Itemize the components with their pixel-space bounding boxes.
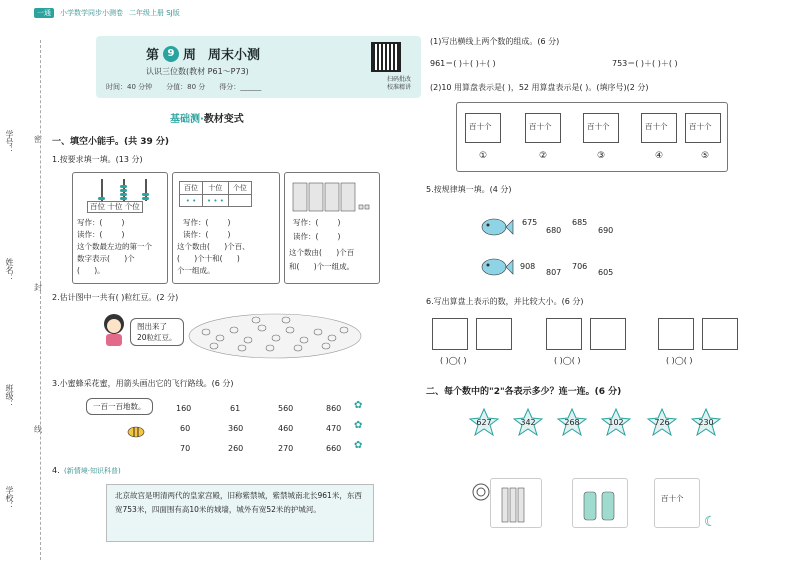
compare-abacus-3a: [658, 318, 694, 350]
q2-speech-bubble: [130, 318, 184, 346]
school-field[interactable]: 学校：: [5, 486, 14, 510]
pattern-2-value-4: 605: [598, 268, 614, 277]
q3-number-1-0: 60: [180, 424, 191, 433]
q3-number-1-1: 360: [228, 424, 244, 433]
qr-code-icon[interactable]: [371, 42, 401, 72]
abacus-head: 百十个: [661, 494, 684, 503]
star-number-3: [556, 408, 588, 436]
compare-abacus-1b: [476, 318, 512, 350]
star-number-5: [646, 408, 678, 436]
q1c-line-1[interactable]: 写作：( ): [293, 218, 341, 227]
q1c-line-4[interactable]: 和( )个一组成。: [289, 262, 355, 271]
binding-sidebar: [0, 0, 22, 565]
grade-label: 二年级上册 SJ版: [129, 9, 180, 17]
option-label-1: ①: [479, 151, 488, 161]
moon-icon: ☾: [704, 514, 717, 530]
time-label: 时间：40 分钟: [106, 83, 153, 91]
quiz-header: [96, 36, 421, 98]
q3-number-0-2: 560: [278, 404, 294, 413]
banner-part-a: 基础测·: [170, 114, 204, 125]
q3-number-2-1: 260: [228, 444, 244, 453]
section-banner: [170, 110, 244, 125]
q3-number-0-3: 860: [326, 404, 342, 413]
abacus-bead: [120, 185, 127, 188]
name-field[interactable]: 姓名：: [5, 258, 14, 282]
option-label-5: ⑤: [701, 151, 710, 161]
qr-note-line-1: 扫码批改: [386, 76, 411, 83]
abacus-bead: [120, 193, 127, 196]
decompose-753[interactable]: 753＝( )＋( )＋( ): [612, 59, 678, 68]
compare-abacus-3b: [702, 318, 738, 350]
q1-box-place-table: [172, 172, 280, 284]
flower-icon: ✿: [354, 440, 363, 451]
abacus-head: 百十个: [587, 122, 610, 131]
qr-note-line-2: 校准精讲: [386, 83, 411, 91]
fish-icon: [480, 256, 514, 278]
student-id-field[interactable]: 学号：: [5, 130, 14, 154]
score-label: 分值：80 分: [166, 83, 206, 91]
star-value-3: 268: [564, 417, 580, 427]
q1a-line-1[interactable]: 写作：( ): [77, 218, 125, 227]
question-4: 4.: [52, 466, 60, 475]
series-logo: 一通: [34, 8, 54, 18]
stick-bundles-icon: [576, 482, 626, 526]
qr-note: [387, 76, 411, 92]
option-label-2: ②: [539, 151, 548, 161]
abacus-bead: [120, 189, 127, 192]
sub-question-2: (2)10 用算盘表示是( )，52 用算盘表示是( )。(填序号)(2 分): [430, 83, 649, 92]
abacus-bead: [120, 197, 127, 200]
compare-abacus-2b: [590, 318, 626, 350]
compare-answer-1[interactable]: ( )◯( ): [440, 356, 467, 365]
pattern-2-value-1: 908: [520, 262, 536, 271]
seal-mark-2: 封: [34, 283, 42, 292]
q1a-line-3: 这个数最左边的第一个: [77, 242, 152, 251]
bee-icon: [126, 424, 146, 438]
option-label-3: ③: [597, 151, 606, 161]
class-field[interactable]: 班级：: [5, 384, 14, 408]
star-value-2: 342: [520, 417, 536, 427]
binding-line: [40, 40, 41, 560]
cell-dots: • •: [180, 195, 203, 207]
star-value-1: 627: [476, 417, 492, 427]
option-label-4: ④: [655, 151, 664, 161]
pattern-1-value-4: 690: [598, 226, 614, 235]
q1b-line-5: 个一组成。: [177, 266, 215, 275]
compare-abacus-1a: [432, 318, 468, 350]
cell-dots: • • •: [203, 195, 229, 207]
banner-part-b: 教材变式: [203, 114, 244, 125]
pattern-1-value-3: 685: [572, 218, 588, 227]
q3-number-2-0: 70: [180, 444, 191, 453]
q1c-line-2[interactable]: 读作：( ): [293, 232, 341, 241]
fish-icon: [480, 216, 514, 238]
q1b-line-3[interactable]: 这个数由( )个百、: [177, 242, 250, 251]
q3-speech-bubble: 一百一百地数。: [86, 398, 153, 415]
star-number-2: [512, 408, 544, 436]
star-number-1: [468, 408, 500, 436]
pattern-1-value-1: 675: [522, 218, 538, 227]
abacus-bead: [98, 197, 105, 200]
decompose-961[interactable]: 961＝( )＋( )＋( ): [430, 59, 496, 68]
q1b-line-1[interactable]: 写作：( ): [183, 218, 231, 227]
red-beans-pile-icon: [186, 312, 364, 360]
abacus-head: 百十个: [645, 122, 668, 131]
quiz-info: [106, 82, 261, 92]
title-main: 周末小测: [208, 48, 261, 63]
context-tag: (新情境·知识科普): [64, 467, 121, 475]
star-number-4: [600, 408, 632, 436]
header-hundreds: 百位: [180, 182, 203, 195]
star-value-5: 726: [654, 417, 670, 427]
quiz-subtitle: 认识三位数(教材 P61～P73): [146, 67, 249, 76]
header-tens: 十位: [203, 182, 229, 195]
q1-box-abacus: [72, 172, 168, 284]
compare-abacus-2a: [546, 318, 582, 350]
week-number-badge: 9: [163, 46, 179, 62]
sub-question-1: (1)写出横线上两个数的组成。(6 分): [430, 37, 560, 46]
q3-number-1-3: 470: [326, 424, 342, 433]
girl-icon: [96, 310, 132, 348]
question-6: 6.写出算盘上表示的数，并比较大小。(6 分): [426, 297, 584, 306]
abacus-bead: [142, 193, 149, 196]
compare-answer-3[interactable]: ( )◯( ): [666, 356, 693, 365]
flower-icon: ✿: [354, 400, 363, 411]
q3-number-0-1: 61: [230, 404, 241, 413]
star-value-6: 230: [698, 417, 714, 427]
reading-passage: 北京故宫是明清两代的皇家宫殿，旧称紫禁城，紫禁城南北长961米，东西宽753米，四面围有高10米的城墙，城外有宽52米的护城河。: [106, 484, 374, 542]
question-2: 2.估计图中一共有( )粒红豆。(2 分): [52, 293, 179, 302]
top-strip: [34, 8, 180, 18]
q1a-line-4[interactable]: 数字表示( )个: [77, 254, 135, 263]
pattern-1-value-2: 680: [546, 226, 562, 235]
question-1: 1.按要求填一填。(13 分): [52, 155, 143, 164]
abacus-head: 百十个: [469, 122, 492, 131]
compare-answer-2[interactable]: ( )◯( ): [554, 356, 581, 365]
pattern-2-value-2: 807: [546, 268, 562, 277]
abacus-head: 百十个: [529, 122, 552, 131]
place-value-label: 百位 十位 个位: [87, 201, 143, 213]
abacus-head: 百十个: [689, 122, 712, 131]
place-value-table: [179, 181, 252, 207]
match-card-tens[interactable]: [490, 478, 542, 528]
q3-number-1-2: 460: [278, 424, 294, 433]
seal-mark-1: 密: [34, 135, 42, 144]
flower-icon: ✿: [354, 420, 363, 431]
quiz-title: [146, 44, 260, 63]
header-ones: 个位: [228, 182, 251, 195]
question-5: 5.按规律填一填。(4 分): [426, 185, 512, 194]
abacus-options-box: [456, 102, 728, 172]
bubble-line-1: 图出来了: [137, 322, 167, 331]
bubble-line-2: 20粒红豆。: [137, 333, 177, 342]
q1-box-cubes: [284, 172, 380, 284]
got-score-field[interactable]: 得分：______: [219, 83, 262, 91]
q1a-line-5[interactable]: ( )。: [77, 266, 105, 275]
abacus-bead: [142, 197, 149, 200]
match-card-bundles[interactable]: [572, 478, 628, 528]
q1b-line-2[interactable]: 读作：( ): [183, 230, 231, 239]
q1b-line-4[interactable]: ( )个十和( ): [177, 254, 240, 263]
seal-mark-3: 线: [34, 425, 42, 434]
q1c-line-3[interactable]: 这个数由( )个百: [289, 248, 355, 257]
match-card-abacus[interactable]: [654, 478, 700, 528]
tens-rods-icon: [494, 482, 540, 526]
star-number-6: [690, 408, 722, 436]
q1a-line-2[interactable]: 读作：( ): [77, 230, 125, 239]
pattern-2-value-3: 706: [572, 262, 588, 271]
q3-number-0-0: 160: [176, 404, 192, 413]
star-value-4: 102: [608, 417, 624, 427]
section-1-heading: 一、填空小能手。(共 39 分): [52, 137, 170, 147]
question-3: 3.小蜜蜂采花蜜，用箭头画出它的飞行路线。(6 分): [52, 379, 234, 388]
cell-empty: [228, 195, 251, 207]
title-prefix: 第: [146, 48, 160, 63]
section-2-heading: 二、每个数中的"2"各表示多少？连一连。(6 分): [426, 387, 622, 397]
cube-blocks-icon: [291, 177, 371, 213]
series-name: 小学数学同步小测卷: [60, 9, 123, 17]
q3-number-2-3: 660: [326, 444, 342, 453]
title-mid: 周: [183, 48, 197, 63]
q3-number-2-2: 270: [278, 444, 294, 453]
